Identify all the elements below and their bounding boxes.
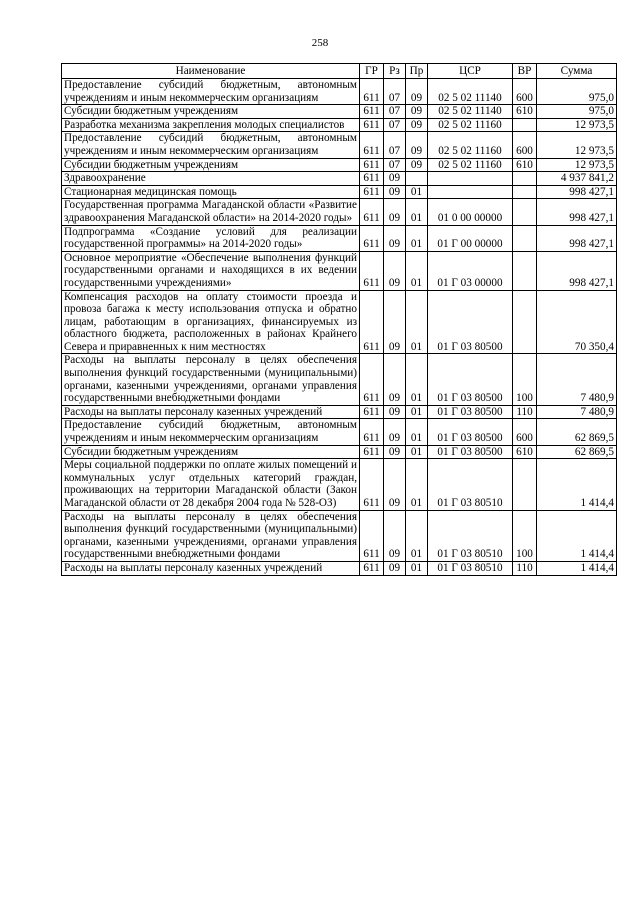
cell-gr: 611 (360, 445, 384, 459)
table-row (62, 251, 617, 290)
cell-rz: 07 (384, 132, 406, 158)
cell-name: Основное мероприятие «Обеспечение выполнения функций государственными органами и находящихся в их ведении государственными учреждениями» (62, 251, 360, 290)
cell-pr: 09 (406, 105, 428, 119)
cell-rz: 09 (384, 445, 406, 459)
cell-name: Разработка механизма закрепления молодых специалистов (62, 118, 360, 132)
cell-csr: 01 0 00 00000 (428, 199, 513, 225)
cell-vr: 110 (513, 405, 537, 419)
cell-sum: 4 937 841,2 (537, 172, 617, 186)
cell-csr: 02 5 02 11140 (428, 79, 513, 105)
cell-csr (428, 172, 513, 186)
cell-rz: 09 (384, 199, 406, 225)
cell-csr (428, 185, 513, 199)
cell-gr: 611 (360, 118, 384, 132)
cell-rz: 09 (384, 290, 406, 354)
cell-pr: 01 (406, 251, 428, 290)
table-row (62, 105, 617, 119)
cell-pr: 01 (406, 185, 428, 199)
cell-vr: 100 (513, 510, 537, 561)
cell-sum: 62 869,5 (537, 445, 617, 459)
table-row (62, 185, 617, 199)
cell-rz: 09 (384, 459, 406, 510)
table-body (62, 79, 617, 576)
cell-sum: 62 869,5 (537, 419, 617, 445)
cell-name: Меры социальной поддержки по оплате жилых помещений и коммунальных услуг отдельных категорий граждан, проживающих на территории Магаданской области (Закон Магаданской области от 28 декабря 2004 года № 528-ОЗ) (62, 459, 360, 510)
cell-csr: 01 Г 03 80500 (428, 354, 513, 405)
cell-gr: 611 (360, 405, 384, 419)
cell-csr: 01 Г 03 80500 (428, 419, 513, 445)
cell-pr: 01 (406, 445, 428, 459)
cell-csr: 01 Г 03 80500 (428, 445, 513, 459)
cell-name: Подпрограмма «Создание условий для реализации государственной программы» на 2014-2020 годы» (62, 225, 360, 251)
cell-name: Компенсация расходов на оплату стоимости проезда и провоза багажа к месту использования отпуска и обратно лицам, работающим в организациях, финансируемых из областного бюджета, расположенных в районах Крайнего Севера и приравненных к ним местностях (62, 290, 360, 354)
table-row (62, 445, 617, 459)
page-number: 258 (311, 37, 329, 49)
cell-sum: 12 973,5 (537, 132, 617, 158)
cell-pr: 01 (406, 199, 428, 225)
header-pr: Пр (406, 64, 428, 79)
cell-pr: 01 (406, 290, 428, 354)
cell-gr: 611 (360, 79, 384, 105)
cell-sum: 7 480,9 (537, 354, 617, 405)
cell-name: Субсидии бюджетным учреждениям (62, 158, 360, 172)
table-row (62, 199, 617, 225)
cell-pr: 09 (406, 158, 428, 172)
cell-rz: 09 (384, 354, 406, 405)
header-gr: ГР (360, 64, 384, 79)
cell-gr: 611 (360, 225, 384, 251)
cell-rz: 09 (384, 405, 406, 419)
cell-gr: 611 (360, 185, 384, 199)
cell-pr: 01 (406, 225, 428, 251)
cell-pr: 01 (406, 459, 428, 510)
cell-sum: 998 427,1 (537, 199, 617, 225)
cell-gr: 611 (360, 419, 384, 445)
cell-gr: 611 (360, 132, 384, 158)
table-row (62, 354, 617, 405)
cell-rz: 09 (384, 185, 406, 199)
cell-name: Субсидии бюджетным учреждениям (62, 105, 360, 119)
cell-csr: 02 5 02 11160 (428, 132, 513, 158)
cell-sum: 12 973,5 (537, 158, 617, 172)
cell-name: Расходы на выплаты персоналу в целях обеспечения выполнения функций государственными (муниципальными) органами, казенными учреждениями, органами управления государственными внебюджетными фондами (62, 510, 360, 561)
cell-name: Расходы на выплаты персоналу казенных учреждений (62, 561, 360, 575)
cell-name: Предоставление субсидий бюджетным, автономным учреждениям и иным некоммерческим организациям (62, 132, 360, 158)
cell-csr: 01 Г 03 80500 (428, 290, 513, 354)
cell-gr: 611 (360, 510, 384, 561)
cell-vr: 610 (513, 158, 537, 172)
cell-gr: 611 (360, 199, 384, 225)
cell-rz: 09 (384, 510, 406, 561)
cell-vr: 600 (513, 79, 537, 105)
table-header-row (62, 64, 617, 79)
header-vr: ВР (513, 64, 537, 79)
header-csr: ЦСР (428, 64, 513, 79)
table-row (62, 290, 617, 354)
table-row (62, 79, 617, 105)
cell-name: Предоставление субсидий бюджетным, автономным учреждениям и иным некоммерческим организациям (62, 419, 360, 445)
cell-csr: 01 Г 03 80500 (428, 405, 513, 419)
table-row (62, 405, 617, 419)
cell-sum: 975,0 (537, 79, 617, 105)
cell-sum: 998 427,1 (537, 185, 617, 199)
cell-sum: 1 414,4 (537, 459, 617, 510)
cell-vr: 610 (513, 445, 537, 459)
cell-csr: 01 Г 00 00000 (428, 225, 513, 251)
cell-csr: 01 Г 03 00000 (428, 251, 513, 290)
cell-vr (513, 290, 537, 354)
table-row (62, 419, 617, 445)
cell-csr: 02 5 02 11160 (428, 158, 513, 172)
cell-csr: 01 Г 03 80510 (428, 561, 513, 575)
cell-gr: 611 (360, 251, 384, 290)
cell-vr: 100 (513, 354, 537, 405)
cell-csr: 02 5 02 11140 (428, 105, 513, 119)
cell-vr: 110 (513, 561, 537, 575)
cell-name: Здравоохранение (62, 172, 360, 186)
cell-rz: 09 (384, 419, 406, 445)
cell-rz: 09 (384, 172, 406, 186)
cell-gr: 611 (360, 158, 384, 172)
cell-vr: 600 (513, 132, 537, 158)
cell-vr (513, 118, 537, 132)
cell-rz: 07 (384, 79, 406, 105)
cell-sum: 975,0 (537, 105, 617, 119)
table-row (62, 132, 617, 158)
cell-sum: 12 973,5 (537, 118, 617, 132)
header-name: Наименование (62, 64, 360, 79)
cell-pr: 09 (406, 132, 428, 158)
cell-gr: 611 (360, 561, 384, 575)
cell-gr: 611 (360, 459, 384, 510)
table-row (62, 225, 617, 251)
cell-gr: 611 (360, 172, 384, 186)
cell-vr (513, 199, 537, 225)
cell-vr (513, 172, 537, 186)
cell-pr: 01 (406, 561, 428, 575)
cell-vr: 600 (513, 419, 537, 445)
cell-pr: 01 (406, 405, 428, 419)
cell-rz: 09 (384, 225, 406, 251)
cell-name: Стационарная медицинская помощь (62, 185, 360, 199)
budget-table (61, 63, 617, 576)
cell-sum: 70 350,4 (537, 290, 617, 354)
table-row (62, 510, 617, 561)
cell-csr: 02 5 02 11160 (428, 118, 513, 132)
cell-name: Субсидии бюджетным учреждениям (62, 445, 360, 459)
cell-name: Государственная программа Магаданской области «Развитие здравоохранения Магаданской области» на 2014-2020 годы» (62, 199, 360, 225)
cell-sum: 1 414,4 (537, 510, 617, 561)
cell-vr (513, 459, 537, 510)
cell-vr (513, 225, 537, 251)
table-row (62, 118, 617, 132)
cell-vr: 610 (513, 105, 537, 119)
cell-sum: 998 427,1 (537, 225, 617, 251)
cell-rz: 07 (384, 158, 406, 172)
cell-csr: 01 Г 03 80510 (428, 459, 513, 510)
cell-csr: 01 Г 03 80510 (428, 510, 513, 561)
header-rz: Рз (384, 64, 406, 79)
cell-name: Предоставление субсидий бюджетным, автономным учреждениям и иным некоммерческим организациям (62, 79, 360, 105)
cell-pr: 01 (406, 510, 428, 561)
cell-rz: 07 (384, 118, 406, 132)
cell-pr: 01 (406, 354, 428, 405)
cell-vr (513, 185, 537, 199)
cell-rz: 09 (384, 251, 406, 290)
cell-pr: 09 (406, 79, 428, 105)
table-row (62, 459, 617, 510)
header-sum: Сумма (537, 64, 617, 79)
table-row (62, 561, 617, 575)
cell-name: Расходы на выплаты персоналу казенных учреждений (62, 405, 360, 419)
cell-pr: 09 (406, 118, 428, 132)
cell-gr: 611 (360, 354, 384, 405)
table-row (62, 172, 617, 186)
cell-pr: 01 (406, 419, 428, 445)
cell-vr (513, 251, 537, 290)
cell-sum: 1 414,4 (537, 561, 617, 575)
cell-rz: 09 (384, 561, 406, 575)
cell-gr: 611 (360, 290, 384, 354)
cell-pr (406, 172, 428, 186)
cell-name: Расходы на выплаты персоналу в целях обеспечения выполнения функций государственными (муниципальными) органами, казенными учреждениями, органами управления государственными внебюджетными фондами (62, 354, 360, 405)
table-row (62, 158, 617, 172)
cell-sum: 998 427,1 (537, 251, 617, 290)
cell-sum: 7 480,9 (537, 405, 617, 419)
cell-gr: 611 (360, 105, 384, 119)
cell-rz: 07 (384, 105, 406, 119)
